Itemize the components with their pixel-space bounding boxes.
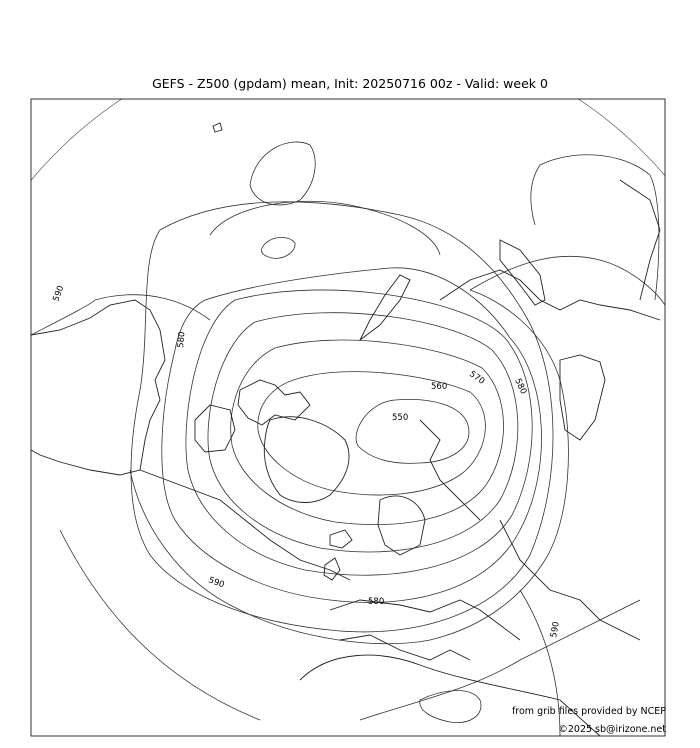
russia-arctic-coast	[360, 275, 410, 340]
siberia-coast	[440, 270, 660, 320]
island-top	[213, 123, 222, 132]
contour-closed-small	[261, 237, 295, 258]
coastlines	[31, 123, 660, 736]
europe-coast	[330, 600, 520, 640]
contour-label: 550	[392, 413, 409, 423]
contour-high	[210, 201, 440, 255]
contour-label-group	[51, 284, 561, 638]
scandinavia-coast	[378, 496, 425, 555]
contour-east-ridge	[531, 155, 659, 300]
contour-550	[356, 399, 469, 463]
asia-east	[420, 420, 480, 520]
africa-coast	[300, 655, 600, 736]
map-frame	[31, 99, 665, 736]
contour-south-low	[420, 691, 481, 723]
contour-label: 580	[176, 331, 188, 349]
india-sea	[560, 355, 605, 440]
east-asia-coast	[620, 180, 660, 300]
contour-label: 590	[549, 620, 562, 639]
contour-580-inner	[186, 290, 532, 575]
contour-560	[258, 372, 486, 495]
contour-575	[208, 313, 518, 552]
greenland-coast	[264, 417, 349, 503]
arabia	[500, 520, 640, 640]
canadian-archipelago	[238, 380, 310, 425]
contour-label: 580	[512, 377, 529, 396]
contour-label: 580	[368, 597, 385, 607]
hudson-bay	[195, 405, 235, 452]
contour-closed-low	[250, 142, 315, 205]
iceland	[330, 530, 352, 548]
contour-label: 590	[206, 575, 226, 591]
contour-570	[231, 340, 504, 525]
contour-label: 560	[431, 382, 448, 392]
contour-lines	[31, 142, 665, 736]
projection-edge	[0, 30, 700, 748]
credit-source: from grib files provided by NCEP	[511, 706, 666, 717]
mediterranean	[340, 635, 470, 660]
contour-590-west	[31, 300, 95, 335]
contour-label: 570	[467, 369, 487, 387]
map-title: GEFS - Z500 (gpdam) mean, Init: 20250716 00z - Valid: week 0	[152, 76, 548, 91]
contour-590-east	[470, 256, 665, 305]
kamchatka	[500, 240, 545, 305]
contour-590	[95, 290, 568, 644]
credit-copyright: ©2025 sb@irizone.net	[558, 724, 666, 735]
contour-label: 590	[51, 284, 67, 304]
